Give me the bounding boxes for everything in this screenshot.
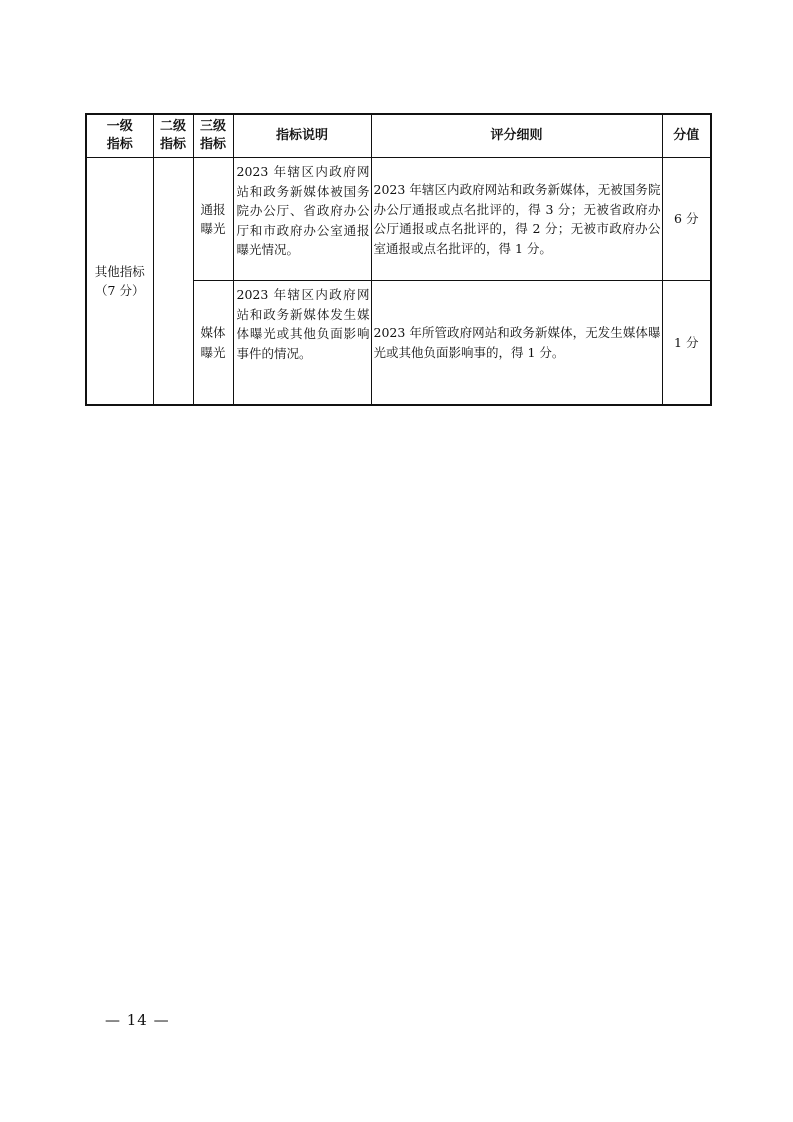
level3-cell (193, 158, 233, 281)
header-scoring-details: 评分细则 (371, 114, 662, 158)
header-level2-line1: 二级 (159, 119, 186, 134)
header-level2-indicator (153, 114, 193, 158)
header-level3-indicator (193, 114, 233, 158)
level3-line1: 媒体 (200, 325, 226, 340)
scoring-details-cell: 2023 年辖区内政府网站和政务新媒体，无被国务院办公厅通报或点名批评的，得 3 分；无被省政府办公厅通报或点名批评的，得 2 分；无被市政府办公室通报或点名批评的，得 1 分。 (371, 158, 662, 281)
level3-cell (193, 281, 233, 406)
category-name: 其他指标 (94, 263, 145, 279)
header-level2-line2: 指标 (159, 137, 186, 152)
header-level1-indicator (86, 114, 153, 158)
score-cell: 6 分 (662, 158, 711, 281)
header-level1-line2: 指标 (106, 137, 133, 152)
level2-cell-empty (153, 158, 193, 406)
level3-line1: 通报 (200, 201, 226, 217)
category-points: （7 分） (95, 283, 145, 298)
description-cell: 2023 年辖区内政府网站和政务新媒体发生媒体曝光或其他负面影响事件的情况。 (233, 281, 371, 406)
table-row (86, 158, 711, 281)
level3-line2: 曝光 (200, 221, 226, 236)
description-cell: 2023 年辖区内政府网站和政务新媒体被国务院办公厅、省政府办公厅和市政府办公室通报曝光情况。 (233, 158, 371, 281)
header-level1-line1: 一级 (106, 119, 133, 134)
scoring-details-cell: 2023 年所管政府网站和政务新媒体，无发生媒体曝光或其他负面影响事的，得 1 分。 (371, 281, 662, 406)
header-level3-line2: 指标 (199, 137, 226, 152)
header-score: 分值 (662, 114, 711, 158)
page-number: — 14 — (105, 1011, 170, 1029)
header-description: 指标说明 (233, 114, 371, 158)
header-level3-line1: 三级 (199, 119, 226, 134)
level3-line2: 曝光 (200, 344, 226, 360)
score-cell: 1 分 (662, 281, 711, 406)
scoring-table (85, 113, 712, 406)
table-header-row (86, 114, 711, 158)
category-cell (86, 158, 153, 406)
